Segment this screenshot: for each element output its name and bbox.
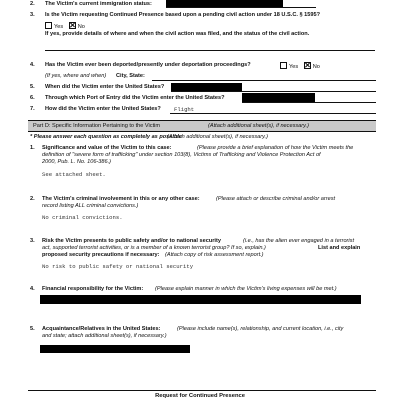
part-d-header [28,120,376,132]
q7-number: 7. [30,106,35,112]
d3-note-line3: (Attach copy of risk assessment report.) [165,252,264,258]
d1-answer: See attached sheet. [42,171,106,178]
d2-number: 2. [30,196,35,202]
q4-yes-label: Yes [289,64,299,70]
q2-redacted-answer [166,0,283,7]
q5-answer-line [171,91,376,92]
d3-label: Risk the Victim presents to public safety and/or to national security [42,238,221,244]
q3-no-checkbox[interactable] [69,22,76,29]
q2-label: The Victim's current immigration status: [45,1,152,7]
d4-label: Financial responsibility for the Victim: [42,286,144,292]
d3-precautions: proposed security precautions if necessary: [42,252,160,258]
part-d-title: Part D: Specific Information Pertaining to the Victim [33,122,161,129]
q6-number: 6. [30,95,35,101]
q4-no-checkbox[interactable] [304,62,311,69]
part-d-instruction-note: (Attach additional sheet(s), if necessary.) [167,134,268,140]
q3-yes-checkbox[interactable] [45,22,52,29]
d3-note-line2: act, supported terrorist activities, or is a member of a known terrorist group? If so, explain.) [42,245,266,251]
q4-no-label: No [312,64,320,70]
d3-answer: No risk to public safety or national security [42,263,194,270]
q6-redacted-answer [242,93,315,102]
d1-number: 1. [30,145,35,151]
d3-note-line1: (i.e., has the alien ever engaged in a terrorist [243,238,355,244]
q3-options [45,22,85,31]
d5-number: 5. [30,326,35,332]
q4-sub-italic: (If yes, where and when) [45,73,107,79]
footer-rule [28,390,376,391]
d2-answer: No criminal convictions. [42,214,123,221]
part-d-title-note: (Attach additional sheet(s), if necessary.) [208,122,309,129]
q4-label: Has the Victim ever been deported/presently under deportation proceedings? [45,62,251,68]
q5-label: When did the Victim enter the United States? [45,84,165,90]
d3-number: 3. [30,238,35,244]
q4-number: 4. [30,62,35,68]
q5-redacted-answer [171,83,242,91]
d1-note-line1: (Please provide a brief explanation of how the Victim meets the [197,145,354,151]
d5-note-line2: and state; attach additional sheet(s), if necessary.) [42,333,167,339]
q7-label: How did the Victim enter the United States? [45,106,161,112]
q4-options [280,62,320,71]
footer-title: Request for Continued Presence [155,393,245,399]
d5-redacted-answer [40,345,190,353]
q2-answer-line [166,7,316,8]
d2-label: The Victim's criminal involvement in this or any other case: [42,196,200,202]
q3-answer-line [45,50,375,51]
q4-city-state-line [152,80,376,81]
q3-yes-label: Yes [54,24,64,30]
q6-label: Through which Port of Entry did the Victim enter the United States? [45,95,225,101]
d5-label: Acquaintance/Relatives in the United States: [42,326,161,332]
d2-note-line2: record listing ALL criminal convictions.) [42,203,139,209]
d1-label: Significance and value of the Victim to this case: [42,145,172,151]
q2-number: 2. [30,1,35,7]
q6-answer-line [242,102,376,103]
q3-followup: If yes, provide details of where and when the civil action was filed, and the status of the civil action. [45,31,310,37]
part-d-instruction: * Please answer each question as completely as possible [30,134,183,140]
q3-no-label: No [77,24,85,30]
d4-note: (Please explain manner in which the Victim's living expenses will be met.) [155,286,337,292]
q7-answer-line [170,113,376,114]
d1-note-line2: definition of "severe form of trafficking" under section 103(8), Victims of Trafficking and Violence Protection Act of [42,152,321,158]
q7-answer: Flight [174,106,195,113]
d2-note-line1: (Please attach or describe criminal and/or arrest [216,196,336,202]
q3-label: Is the Victim requesting Continued Presence based upon a pending civil action under 18 U.S.C. § 1595? [45,12,320,18]
q5-number: 5. [30,84,35,90]
q3-number: 3. [30,12,35,18]
q4-yes-checkbox[interactable] [280,62,287,69]
d1-note-line3: 2000, Pub. L. No. 106-386.) [42,159,112,165]
d5-note-line1: (Please include name(s), relationship, and current location, i.e., city [177,326,344,332]
d4-redacted-answer [40,295,361,304]
q4-city-state-label: City, State: [116,73,145,79]
d4-number: 4. [30,286,35,292]
d3-list-explain: List and explain [318,245,361,251]
